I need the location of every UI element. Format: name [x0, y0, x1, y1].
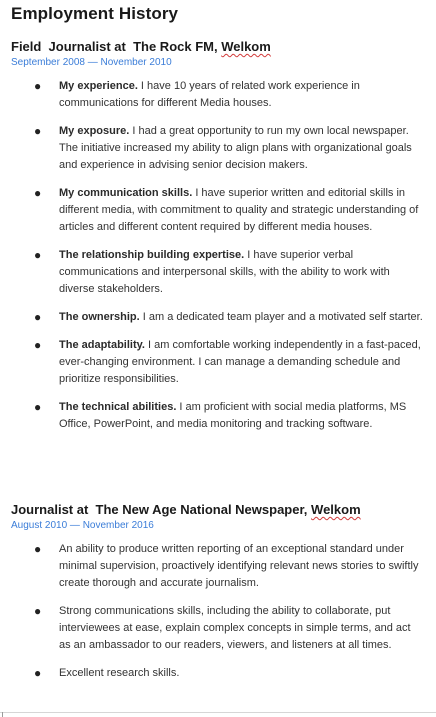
- bullet-icon: ●: [34, 542, 42, 556]
- bullet-icon: ●: [34, 604, 42, 618]
- duty-list: [11, 541, 431, 682]
- job-location: Welkom: [311, 502, 361, 517]
- duty-item: [11, 123, 431, 174]
- bullet-icon: ●: [34, 310, 42, 324]
- duty-item: [11, 665, 431, 682]
- duty-lead: My experience.: [59, 80, 138, 92]
- bullet-icon: ●: [34, 79, 42, 93]
- corner-mark: [2, 712, 3, 717]
- job-entry-rock-fm: [11, 39, 431, 444]
- bullet-icon: ●: [34, 124, 42, 138]
- duty-text: I have superior verbal communications and interpersonal skills, with the ability to work with diverse stakeholders.: [59, 249, 390, 295]
- duty-text: I have 10 years of related work experience in communications for different Media houses.: [59, 80, 360, 109]
- duty-lead: The relationship building expertise.: [59, 249, 245, 261]
- duty-text: I am a dedicated team player and a motivated self starter.: [139, 311, 423, 323]
- duty-text: I am proficient with social media platforms, MS Office, PowerPoint, and media monitoring and tracking software.: [59, 401, 407, 430]
- duty-text: I am comfortable working independently in a fast-paced, ever-changing environment. I can manage a demanding schedule and prioritize responsibilities.: [59, 339, 421, 385]
- duty-lead: The technical abilities.: [59, 401, 177, 413]
- job-title-text: Journalist at The New Age National Newspaper,: [11, 502, 312, 517]
- job-location: Welkom: [221, 39, 271, 54]
- duty-text: I have superior written and editorial skills in different media, with commitment to quality and strategic understanding of articles and different content required by different media houses.: [59, 187, 419, 233]
- duty-item: [11, 185, 431, 236]
- duty-text: An ability to produce written reporting of an exceptional standard under minimal supervision, proactively identifying relevant news stories to swiftly create thorough and accurate journalism.: [59, 543, 419, 589]
- duty-lead: My communication skills.: [59, 187, 193, 199]
- duty-lead: The ownership.: [59, 311, 140, 323]
- duty-list: [11, 78, 431, 433]
- duty-text: I had a great opportunity to run my own local newspaper. The initiative increased my ability to align plans with organizational goals and experience in advising senior decision makers.: [59, 125, 412, 171]
- job-dates: August 2010 — November 2016: [11, 520, 154, 531]
- job-title: [11, 502, 431, 518]
- section-heading: Employment History: [11, 4, 179, 23]
- bullet-icon: ●: [34, 186, 42, 200]
- job-title-text: Field Journalist at The Rock FM,: [11, 39, 222, 54]
- duty-item: [11, 399, 431, 433]
- duty-item: [11, 603, 431, 654]
- duty-item: [11, 78, 431, 112]
- job-dates: September 2008 — November 2010: [11, 57, 172, 68]
- duty-text: Excellent research skills.: [59, 667, 180, 679]
- page-divider: [0, 712, 436, 713]
- duty-text: Strong communications skills, including the ability to collaborate, put interviewees at ease, explain complex concepts in simple terms, and act as an ambassador to our readers, viewers, and listeners at all times.: [59, 605, 411, 651]
- duty-item: [11, 309, 431, 326]
- bullet-icon: ●: [34, 338, 42, 352]
- job-title: [11, 39, 431, 55]
- duty-item: [11, 247, 431, 298]
- duty-lead: My exposure.: [59, 125, 130, 137]
- job-entry-new-age: [11, 502, 431, 693]
- bullet-icon: ●: [34, 400, 42, 414]
- duty-item: [11, 337, 431, 388]
- duty-lead: The adaptability.: [59, 339, 145, 351]
- bullet-icon: ●: [34, 666, 42, 680]
- duty-item: [11, 541, 431, 592]
- bullet-icon: ●: [34, 248, 42, 262]
